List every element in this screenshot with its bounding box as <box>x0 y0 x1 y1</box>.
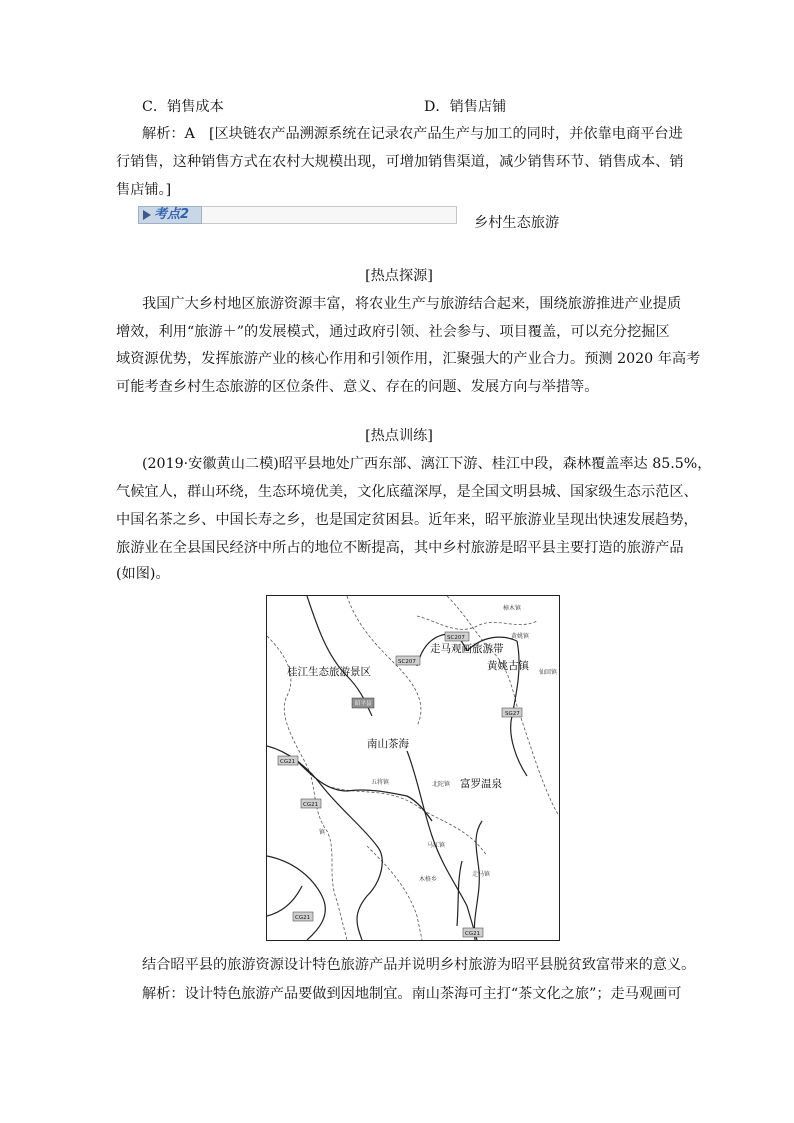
option-c: C．销售成本 <box>142 99 224 115</box>
section-header-bar <box>138 206 458 226</box>
shield-sg27: SG27 <box>505 711 520 717</box>
label-huangyao: 黄姚古镇 <box>487 660 529 672</box>
training-line-4: 旅游业在全县国民经济中所占的地位不断提高，其中乡村旅游是昭平县主要打造的旅游产品 <box>116 540 684 556</box>
shield-sc207-a: SC207 <box>447 635 465 641</box>
analysis-line-1: 解析：A [区块链农产品溯源系统在记录农产品生产与加工的同时，并依靠电商平台进 <box>142 126 683 142</box>
question-text: 结合昭平县的旅游资源设计特色旅游产品并说明乡村旅游为昭平县脱贫致富带来的意义。 <box>142 957 696 973</box>
analysis-2: 解析：设计特色旅游产品要做到因地制宜。南山茶海可主打“茶文化之旅”；走马观画可 <box>142 986 682 1002</box>
shield-cg21-b: CG21 <box>303 802 319 808</box>
section-tag <box>138 206 202 224</box>
shield-cg21-d: CG21 <box>465 931 481 937</box>
tourism-map <box>266 595 560 941</box>
town-label-1: 樟木镇 <box>503 605 522 612</box>
label-nanshan: 南山茶海 <box>367 738 409 750</box>
main-road <box>297 761 432 821</box>
town-label-7: 走马镇 <box>472 871 491 878</box>
source-line-1: 我国广大乡村地区旅游资源丰富，将农业生产与旅游结合起来，围绕旅游推进产业提质 <box>142 296 682 312</box>
training-line-5: (如图)。 <box>116 566 170 582</box>
town-label-3: 五将镇 <box>371 779 390 786</box>
map-drawing <box>267 596 559 940</box>
shield-sc207-b: SC207 <box>398 659 416 665</box>
training-heading: [热点训练] <box>365 428 433 444</box>
south-road <box>457 861 462 926</box>
source-line-2: 增效，利用“旅游＋”的发展模式，通过政府引领、社会参与、项目覆盖，可以充分挖掘区 <box>116 324 670 340</box>
source-line-3: 域资源优势，发挥旅游产业的核心作用和引领作用，汇聚强大的产业合力。预测 2020 年高考 <box>116 351 701 367</box>
source-heading: [热点探源] <box>365 268 433 284</box>
play-arrow-icon <box>143 210 151 220</box>
training-line-2: 气候宜人，群山环绕，生态环境优美，文化底蕴深厚，是全国文明县城、国家级生态示范区、 <box>116 484 698 500</box>
analysis-line-3: 售店铺。] <box>116 182 172 198</box>
option-d: D．销售店铺 <box>424 99 507 115</box>
section-tag-label: 考点2 <box>154 207 190 222</box>
label-zouma: 走马观画旅游带 <box>430 643 504 655</box>
shield-cg21-c: CG21 <box>295 915 311 921</box>
training-line-1: (2019·安徽黄山二模)昭平县地处广西东部、漓江下游、桂江中段，森林覆盖率达 85.5%， <box>142 456 712 472</box>
source-line-4: 可能考查乡村生态旅游的区位条件、意义、存在的问题、发展方向与举措等。 <box>116 379 599 395</box>
town-label-2: 仙回镇 <box>539 669 558 676</box>
training-line-3: 中国名茶之乡、中国长寿之乡，也是国定贫困县。近年来，昭平旅游业呈现出快速发展趋势， <box>116 512 698 528</box>
section-divider <box>202 206 457 224</box>
analysis-line-2: 行销售，这种销售方式在农村大规模出现，可增加销售渠道，减少销售环节、销售成本、销 <box>116 154 684 170</box>
town-label-6: 木格乡 <box>419 876 438 883</box>
town-label-8: 镇 <box>319 829 326 836</box>
town-label-4: 北陀镇 <box>432 781 451 788</box>
shield-cg21-a: CG21 <box>280 759 296 765</box>
shield-county: 昭平县 <box>355 701 372 707</box>
label-guijiang: 桂江生态旅游景区 <box>287 666 371 678</box>
town-label-9: 黄姚镇 <box>511 633 530 640</box>
town-label-5: 马江镇 <box>427 842 446 849</box>
label-fuluo: 富罗温泉 <box>460 778 502 790</box>
section-title: 乡村生态旅游 <box>474 215 560 231</box>
